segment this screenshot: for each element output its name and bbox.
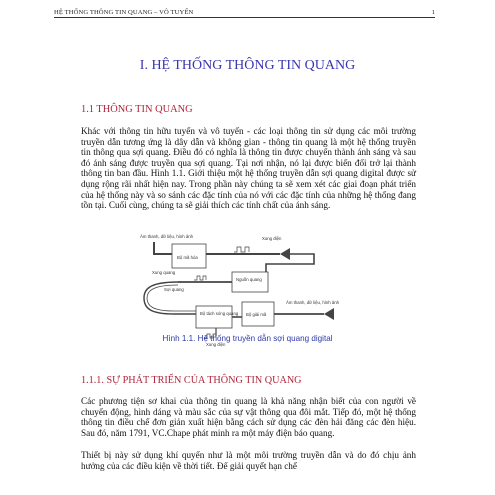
page-header — [54, 5, 435, 18]
figure-caption: Hình 1.1. Hệ thống truyền dẫn sợi quang digital — [162, 334, 333, 343]
fig-label-encoder: Bộ mã hóa — [177, 255, 198, 260]
fig-label-detector: Bộ tách sóng quang — [200, 311, 239, 316]
figure-diagram — [134, 232, 366, 350]
fig-box-detector — [196, 306, 232, 328]
fig-label-decoder: Bộ giải mã — [246, 312, 267, 317]
fig-arrow-input — [154, 242, 172, 254]
subsection-title: 1.1.1. SỰ PHÁT TRIỂN CỦA THÔNG TIN QUANG — [81, 375, 302, 386]
subsection-paragraph-1: Các phương tiện sơ khai của thông tin quang là khả năng nhận biết của con người về chuyển động, hình dáng và màu sắc của sự vật thông qua đôi mắt. Tiếp đó, một hệ thống thông tin điều chế đơn giản xuất hiện bằng cách sử dụng các đèn hải đăng các đèn hiệu. Sau đó, năm 1791, VC.Chape phát minh ra một máy điện báo quang. — [81, 396, 416, 438]
fig-label-electric-bottom: Xung điện — [206, 342, 226, 347]
fig-label-electric-top: Xung điện — [262, 236, 282, 241]
fig-label-fiber: Sợi quang — [164, 287, 184, 292]
fig-label-output: Âm thanh, dữ liệu, hình ảnh — [286, 300, 340, 305]
section-title: 1.1 THÔNG TIN QUANG — [81, 104, 193, 115]
fig-arrowhead-top — [280, 248, 290, 260]
header-title: HỆ THỐNG THÔNG TIN QUANG – VÔ TUYẾN — [54, 9, 194, 16]
subsection-paragraph-2: Thiết bị này sử dụng khí quyển như là một môi trường truyền dẫn và do đó chịu ảnh hưởng của các điều kiện về thời tiết. Để giải quyết hạn chế — [81, 450, 416, 471]
fig-label-light-pulse: Xung quang — [152, 270, 176, 275]
fig-box-source — [232, 272, 268, 292]
fig-pulse-light — [194, 276, 206, 280]
fig-label-input: Âm thanh, dữ liệu, hình ảnh — [140, 234, 194, 239]
fig-arrowhead-output — [324, 308, 334, 320]
page-number: 1 — [431, 9, 435, 16]
fiber-system-diagram — [134, 232, 366, 350]
document-title: I. HỆ THỐNG THÔNG TIN QUANG — [139, 58, 356, 73]
fig-pulse-top — [234, 247, 249, 252]
section-paragraph: Khác với thông tin hữu tuyến và vô tuyến - các loại thông tin sử dụng các môi trường truyền dẫn tương ứng là dây dẫn và không gian - thông tin quang là một hệ thống truyền tin thông qua sợi quang. Điều đó có nghĩa là thông tin được chuyển thành ánh sáng và sau đó ánh sáng được truyền qua sợi quang. Tại nơi nhận, nó lại được biến đổi trở lại thành thông tin ban đầu. Hình 1.1. Giới thiệu một hệ thống truyền dẫn sợi quang digital được sử dụng rộng rãi nhất hiện nay. Trong phần này chúng ta sẽ xem xét các giai đoạn phát triển của hệ thống này và so sánh các đặc tính của nó với các đặc tính của những hệ thống đang tồn tại. Cuối cùng, chúng ta sẽ giải thích các tính chất của ánh sáng. — [81, 126, 416, 211]
fig-label-source: Nguồn quang — [236, 277, 262, 282]
